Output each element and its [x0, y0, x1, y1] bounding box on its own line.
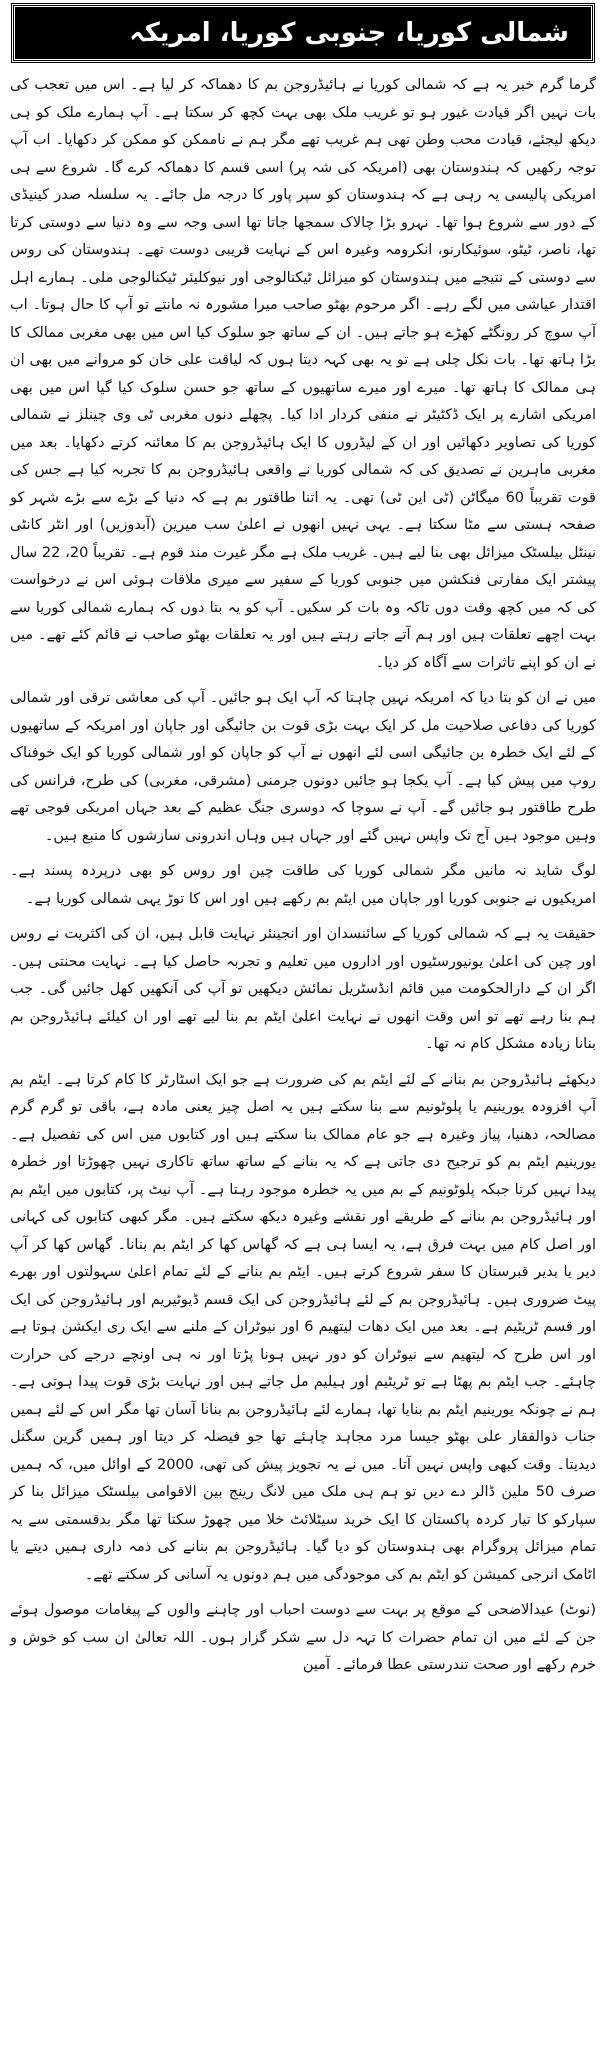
article-paragraph: لوگ شاید نہ مانیں مگر شمالی کوریا کی طاقت چین اور روس کو بھی درپردہ پسند ہے۔ امریکیوں نے جنوبی کوریا اور جاپان میں ایٹم بم رکھے ہیں اور اس کا توڑ یہی شمالی کوریا ہے۔: [10, 863, 596, 907]
article-note: (نوٹ) عیدالاضحی کے موقع پر بہت سے دوست احباب اور چاہنے والوں کے پیغامات موصول ہوئے جن کے لئے میں ان تمام حضرات کا تہہ دل سے شکر گزار ہوں۔ اللہ تعالیٰ ان سب کو خوش و خرم رکھے اور صحت تندرستی عطا فرمائے۔ آمین: [10, 1602, 596, 1673]
article-paragraph: دیکھئے ہائیڈروجن بم بنانے کے لئے ایٹم بم کی ضرورت ہے جو ایک اسٹارٹر کا کام کرتا ہے۔ ایٹم بم آپ افزودہ یورینیم یا پلوٹونیم سے بنا سکتے ہیں یہ اصل چیز یعنی مادہ ہے، باقی تو گرم گرم مصالحہ، دھنیا، پیاز وغیرہ ہے جو عام ممالک بنا سکتے ہیں اور کتابوں میں اس کی تفصیل ہے۔ یورینیم ایٹم بم کو ترجیح دی جاتی ہے کہ یہ بنانے کے ساتھ ساتھ تاکاری نہیں چھوڑتا اور خطرہ پیدا نہیں کرتا جبکہ پلوٹونیم کے بم میں یہ خطرہ موجود رہتا ہے۔ آپ نیٹ پر، کتابوں میں ایٹم بم اور ہائیڈروجن بم بنانے کے طریقے اور نقشے وغیرہ دیکھ سکتے ہیں۔ مگر کبھی کتابوں کی کہانی اور اصل کام میں بہت فرق ہے، یہ ایسا ہی ہے کہ گھاس کھا کر ایٹم بم بنانا۔ گھاس کھا کر آپ دیر یا بدیر قبرستان کا سفر شروع کرتے ہیں۔ ایٹم بم بنانے کے لئے تمام اعلیٰ سہولتوں اور بھرے پیٹ ضروری ہیں۔ ہائیڈروجن بم کے لئے ہائیڈروجن کی ایک قسم ڈیوٹیریم اور ہائیڈروجن کی ایک اور قسم ٹریٹیم ہے۔ بعد میں ایک دھات لیتھیم 6 اور نیوٹران کے ملنے سے ایک ری ایکشن ہوتا ہے اور اس طرح کہ لیتھیم سے نیوٹران کو دور نہیں ہونا پڑتا اور نہ ہی اونچے درجے کی حرارت چاہئے۔ جب ایٹم بم پھٹا ہے تو ٹریٹیم اور ہیلیم مل جاتے ہیں اور نہایت بڑی قوت پیدا ہوتی ہے۔ ہم نے چونکہ یورینیم ایٹم بم بنایا تھا، ہمارے لئے ہائیڈروجن بم بنانا آسان تھا مگر اس کے لئے ہمیں جناب ذوالفقار علی بھٹو جیسا مرد مجاہد چاہئے تھا جو فیصلہ کر دیتا اور ہمیں گرین سگنل دیدیتا۔ وقت کبھی واپس نہیں آتا۔ میں نے یہ تجویز پیش کی تھی، 2000 کے اوائل میں، کہ ہمیں صرف 50 ملین ڈالر دے دیں تو ہم ہی ملک میں لانگ رینج بین الاقوامی بیلسٹک میزائل بنا کر سپارکو کا تیار کردہ پاکستان کا ایک خرید سیٹلائٹ خلا میں چھوڑ سکتا تھا مگر بدقسمتی سے یہ تمام میزائل پروگرام بھی ہندوستان کو دیا گیا۔ ہائیڈروجن بم بنانے کی ذمہ داری ہمیں دیتے یا اٹامک انرجی کمیشن کو ایٹم بم کی موجودگی میں ہم دونوں یہ آسانی کر سکتے تھے۔: [10, 1071, 597, 1583]
article-page: [0, 4, 606, 2072]
article-title: شمالی کوریا، جنوبی کوریا، امریکہ: [129, 18, 569, 48]
article-paragraph: حقیقت یہ ہے کہ شمالی کوریا کے سائنسدان اور انجینئر نہایت قابل ہیں، ان کی اکثریت نے روس اور چین کی اعلیٰ یونیورسٹیوں اور اداروں میں تعلیم و تجربہ حاصل کیا ہے۔ نہایت محنتی ہیں۔ اگر ان کے دارالحکومت میں قائم انڈسٹریل نمائش دیکھیں تو آپ کی آنکھیں کھل جائیں گی۔ جب ہم بنا رہے تھے تو اس وقت انھوں نے نہایت اعلیٰ ایٹم بم بنا لیے تھے اور ان کیلئے ہائیڈروجن بم بنانا زیادہ مشکل کام نہ تھا۔: [10, 926, 596, 1052]
article-paragraph: میں نے ان کو بتا دیا کہ امریکہ نہیں چاہتا کہ آپ ایک ہو جائیں۔ آپ کی معاشی ترقی اور شمالی کوریا کی دفاعی صلاحیت مل کر ایک بہت بڑی قوت بن جائیگی اور جاپان اور امریکہ کے ساتھیوں کے لئے ایک خطرہ بن جائیگی اسی لئے انھوں نے آپ کو جاپان کو اور شمالی کوریا کو ایک خوفناک روپ میں پیش کیا ہے۔ آپ یکجا ہو جائیں دونوں جرمنی (مشرقی، مغربی) کی طرح، فرانس کی طرح طاقتور ہو جائیں گے۔ آپ نے سوچا کہ دوسری جنگ عظیم کے بعد جہاں امریکی فوجی تھے وہیں موجود ہیں آج تک واپس نہیں گئے اور جہاں ہیں وہاں اندرونی سازشوں کا منبع ہیں۔: [10, 690, 596, 844]
article-header: [12, 4, 594, 62]
article-paragraph: گرما گرم خبر یہ ہے کہ شمالی کوریا نے ہائیڈروجن بم کا دھماکہ کر لیا ہے۔ اس میں تعجب کی بات نہیں اگر قیادت غیور ہو تو غریب ملک بھی بہت کچھ کر سکتا ہے۔ آپ ہمارے ملک کو ہی دیکھ لیجئے، قیادت محب وطن تھی ہم غریب تھے مگر ہم نے ناممکن کو ممکن کر دکھایا۔ اب آپ توجہ رکھیں کہ ہندوستان بھی (امریکہ کی شہ پر) اسی قسم کا دھماکہ کرے گا۔ شروع سے ہی امریکی پالیسی یہ رہی ہے کہ ہندوستان کو سپر پاور کا درجہ مل جائے۔ یہ سلسلہ صدر کینیڈی کے دور سے شروع ہوا تھا۔ نہرو بڑا چالاک سمجھا جاتا تھا اسی وجہ سے وہ دنیا سے دوستی کرتا تھا، ناصر، ٹیٹو، سوئیکارنو، انکرومہ وغیرہ اس کے نہایت قریبی دوست تھے۔ ہندوستان کی روس سے دوستی کے نتیجے میں ہندوستان کو میزائل ٹیکنالوجی اور نیوکلیئر ٹیکنالوجی ملی۔ ہمارے اہل اقتدار عیاشی میں لگے رہے۔ اگر مرحوم بھٹو صاحب میرا مشورہ نہ مانتے تو آپ کا حال ہوتا۔ اب آپ سوچ کر رونگٹے کھڑے ہو جاتے ہیں۔ ان کے ساتھ جو سلوک کیا اس میں بھی مغربی ممالک کا بڑا ہاتھ تھا۔ بات نکل چلی ہے تو یہ بھی کہہ دیتا ہوں کہ لیاقت علی خان کو مروانے میں بھی ان ہی ممالک کا ہاتھ تھا۔ میرے اور میرے ساتھیوں کے ساتھ جو حسن سلوک کیا گیا اس میں بھی امریکی اشارے پر ایک ڈکٹیٹر نے منفی کردار ادا کیا۔ پچھلے دنوں مغربی ٹی وی چینلز نے شمالی کوریا کی تصاویر دکھائیں اور ان کے لیڈروں کا ایک ہائیڈروجن بم کا معائنہ کرتے دکھایا۔ بعد میں مغربی ماہرین نے تصدیق کی کہ شمالی کوریا نے واقعی ہائیڈروجن بم کا تجربہ کیا ہے جس کی قوت تقریباً 60 میگاٹن (ٹی این ٹی) تھی۔ یہ اتنا طاقتور بم ہے کہ دنیا کے بڑے سے بڑے شہر کو صفحہ ہستی سے مٹا سکتا ہے۔ یہی نہیں انھوں نے اعلیٰ سب میرین (آبدوزیں) اور انٹر کانٹی نینٹل بیلسٹک میزائل بھی بنا لیے ہیں۔ غریب ملک ہے مگر غیرت مند قوم ہے۔ تقریباً 20، 22 سال پیشتر ایک مفارتی فنکشن میں جنوبی کوریا کے سفیر سے میری ملاقات ہوئی اس نے درخواست کی کہ میں کچھ وقت دوں تاکہ وہ بات کر سکیں۔ آپ کو یہ بتا دوں کہ ہمارے شمالی کوریا سے بہت اچھے تعلقات ہیں اور ہم آتے جاتے رہتے ہیں اور یہ تعلقات بھٹو صاحب نے قائم کئے تھے۔ میں نے ان کو اپنے تاثرات سے آگاہ کر دیا۔: [10, 77, 597, 671]
article-body: [10, 72, 596, 1680]
